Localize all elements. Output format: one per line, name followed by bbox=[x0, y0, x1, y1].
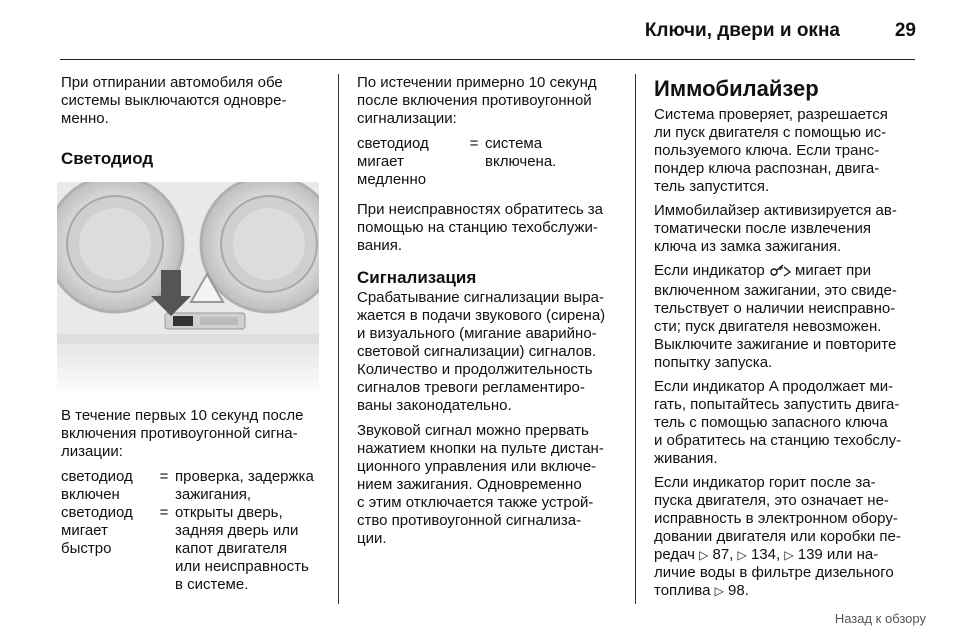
column-3 bbox=[654, 74, 916, 606]
equals-sign: = bbox=[469, 135, 479, 152]
text-segment: Если индикатор bbox=[654, 262, 769, 279]
page-ref-link[interactable]: 87 bbox=[712, 546, 730, 563]
equals-sign: = bbox=[159, 468, 169, 485]
led-state: светодиод мигает быстро bbox=[61, 504, 133, 557]
page-ref-link[interactable]: 139 bbox=[797, 546, 823, 563]
equals-sign: = bbox=[159, 504, 169, 521]
alarm-paragraph-1: Срабатывание сигнализации выра- жается в подачи звукового (сирена) и визуального (мигание аварийно- световой сигнализации) сигналов. Количество и продолжительность сигналов тревоги регламентиро- ваны законодательно. bbox=[357, 289, 606, 414]
led-state: светодиод мигает медленно bbox=[357, 135, 429, 188]
section-heading-alarm: Сигнализация bbox=[357, 268, 477, 287]
section-heading-immobilizer: Иммобилайзер bbox=[654, 76, 819, 101]
triangle-ref-icon: ▷ bbox=[699, 548, 709, 562]
led-meaning: проверка, задержка зажигания, bbox=[175, 468, 314, 503]
page-ref-link[interactable]: 98 bbox=[728, 582, 745, 599]
column-2 bbox=[357, 74, 622, 555]
dashboard-led-drawing bbox=[57, 182, 319, 397]
column-divider bbox=[635, 74, 636, 604]
ref-separator: , bbox=[729, 546, 738, 563]
immobilizer-paragraph-4: Если индикатор A продолжает ми- гать, попытайтесь запустить двига- тель с помощью запасного ключа и обратитесь на станцию техобслу- живания. bbox=[654, 378, 902, 467]
column-1 bbox=[61, 74, 329, 602]
alarm-paragraph-2: Звуковой сигнал можно прервать нажатием кнопки на пульте дистан- ционного управления или включе- нием зажигания. Одновременно с этим отключается также устрой- ство противоугонной сигнализа- ции. bbox=[357, 422, 604, 547]
triangle-ref-icon: ▷ bbox=[714, 584, 724, 598]
led-meaning: система включена. bbox=[485, 135, 557, 170]
page-ref-link[interactable]: 134 bbox=[750, 546, 776, 563]
triangle-ref-icon: ▷ bbox=[737, 548, 747, 562]
dashboard-led-illustration bbox=[57, 182, 319, 397]
immobilizer-paragraph-5 bbox=[654, 474, 916, 600]
intro-paragraph: При отпирании автомобиля обе системы выключаются одновре- менно. bbox=[61, 74, 287, 127]
timing-paragraph: В течение первых 10 секунд после включения противоугонной сигна- лизации: bbox=[61, 407, 304, 460]
immobilizer-paragraph-2: Иммобилайзер активизируется ав- томатически после извлечения ключа из замка зажигания. bbox=[654, 202, 897, 255]
ref-separator: , bbox=[775, 546, 785, 563]
faults-paragraph: При неисправностях обратитесь за помощью на станцию техобслужи- вания. bbox=[357, 201, 604, 254]
header-rule bbox=[60, 59, 915, 60]
header-title: Ключи, двери и окна bbox=[644, 20, 840, 41]
after-ten-seconds-paragraph: По истечении примерно 10 секунд после включения противоугонной сигнализации: bbox=[357, 74, 597, 127]
column-divider bbox=[338, 74, 339, 604]
triangle-ref-icon: ▷ bbox=[784, 548, 794, 562]
text-segment: Если индикатор горит после за- пуска двигателя, это означает не- исправность в электронном обору- довании двигателя или коробки пе- редач bbox=[654, 474, 901, 563]
led-status-table-2 bbox=[357, 135, 622, 189]
text-segment: мигает при включенном зажигании, это свиде- тельствует о наличии неисправно- сти; пуск двигателя невозможен. Выключите зажигание и повторите попытку запуска. bbox=[654, 262, 897, 371]
text-segment: . bbox=[744, 582, 749, 599]
immobilizer-paragraph-1: Система проверяет, разрешается ли пуск двигателя с помощью ис- пользуемого ключа. Если транс- пондер ключа распознан, двига- тель запустится. bbox=[654, 106, 888, 195]
immobilizer-paragraph-3 bbox=[654, 262, 916, 372]
led-state: светодиод включен bbox=[61, 468, 133, 503]
section-heading-led: Светодиод bbox=[61, 149, 154, 168]
text-segment: или на- личие воды в фильтре дизельного топлива bbox=[654, 546, 894, 599]
page-number: 29 bbox=[894, 20, 916, 41]
led-meaning: открыты дверь, задняя дверь или капот двигателя или неисправность в системе. bbox=[175, 504, 309, 593]
key-immobilizer-icon bbox=[769, 263, 791, 282]
back-to-overview-link[interactable]: Назад к обзору bbox=[834, 611, 926, 626]
led-status-table bbox=[61, 468, 329, 594]
